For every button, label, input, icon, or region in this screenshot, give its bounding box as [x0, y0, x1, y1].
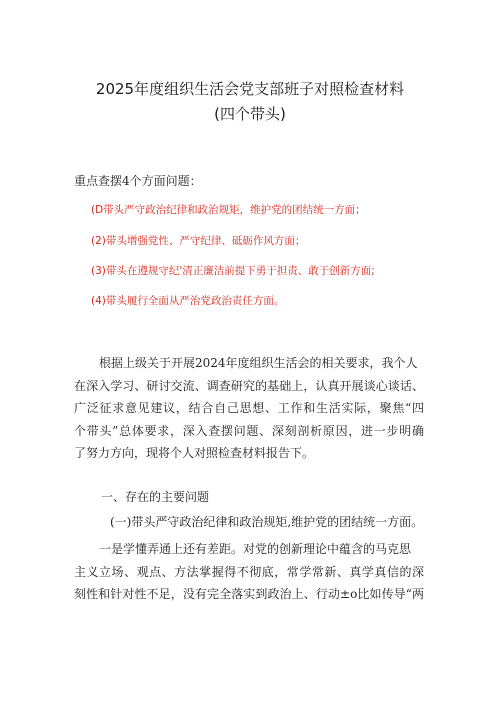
document-subtitle: (四个带头): [214, 105, 286, 123]
paragraph-line: 刻性和针对性不足，没有完全落实到政治上、行动±o比如传导“两: [74, 587, 424, 601]
paragraph-line: 主义立场、观点、方法掌握得不彻底，常学常新、真学真信的深: [74, 564, 424, 579]
red-list-item: (2)带头增强党性、严守纪律、砥砺作风方面；: [91, 235, 306, 247]
subsection-heading: (一)带头严守政治纪律和政治规矩,维护党的团结统一方面。: [110, 515, 424, 529]
document-title: 2025年度组织生活会党支部班子对照检查材料: [95, 80, 405, 98]
paragraph-line: 个带头”总体要求，深入查摆问题、深刻剖析原因，进一步明确: [74, 423, 424, 438]
red-list-item: (3)带头在遵规守纪'清正廉洁前提下勇于担责、敢于创新方面;: [91, 265, 375, 277]
body-paragraph-2: [74, 538, 424, 606]
paragraph-line: 在深入学习、研讨交流、调查研究的基础上，认真开展谈心谈话、: [74, 378, 424, 393]
paragraph-line: 了努力方向，现将个人对照检查材料报告下。: [74, 446, 315, 460]
paragraph-line: 根据上级关于开展2024年度组织生活会的相关要求，我个人: [99, 356, 418, 370]
body-paragraph-1: [74, 352, 424, 465]
red-list-item: (D带头严守政治纪律和政治规矩，维护党的团结统一方面；: [91, 204, 366, 216]
intro-text: 重点查摆4个方面问题：: [74, 174, 202, 188]
paragraph-line: 一是学懂弄通上还有差距。对党的创新理论中蕴含的马克思: [99, 542, 412, 556]
paragraph-line: 广泛征求意见建议，结合自己思想、工作和生活实际，聚焦“四: [74, 401, 424, 415]
red-list-item: (4)带头履行全面从严治党政治责任方面。: [91, 295, 285, 307]
section-heading: 一、存在的主要问题: [101, 490, 210, 504]
